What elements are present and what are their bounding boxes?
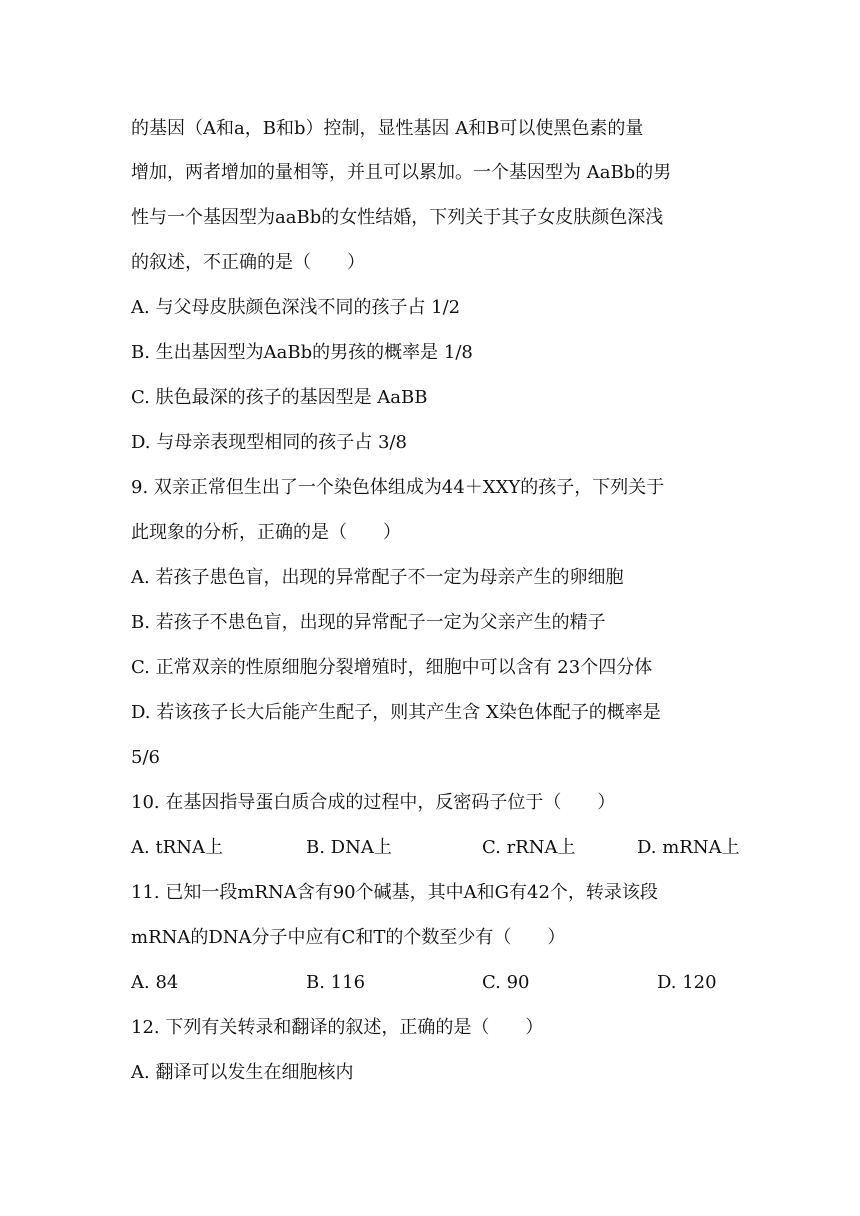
question-11-option-d: D. 120 — [657, 972, 717, 993]
question-10-stem: 10. 在基因指导蛋白质合成的过程中，反密码子位于（ ） — [131, 792, 616, 813]
question-8-option-d: D. 与母亲表现型相同的孩子占 3/8 — [131, 432, 407, 453]
question-8-stem-line-3: 性与一个基因型为aaBb的女性结婚，下列关于其子女皮肤颜色深浅 — [131, 207, 664, 228]
question-11-stem-line-2: mRNA的DNA分子中应有C和T的个数至少有（ ） — [131, 927, 566, 948]
question-8-option-c: C. 肤色最深的孩子的基因型是 AaBB — [131, 387, 428, 408]
question-11-option-c: C. 90 — [482, 972, 530, 993]
question-8-option-b: B. 生出基因型为AaBb的男孩的概率是 1/8 — [131, 342, 473, 363]
question-9-stem-line-2: 此现象的分析，正确的是（ ） — [131, 522, 401, 543]
question-8-stem-line-1: 的基因（A和a，B和b）控制，显性基因 A和B可以使黑色素的量 — [131, 118, 644, 139]
question-9-stem-line-1: 9. 双亲正常但生出了一个染色体组成为44＋XXY的孩子，下列关于 — [131, 477, 665, 498]
question-12-option-a: A. 翻译可以发生在细胞核内 — [131, 1062, 354, 1083]
question-9-option-c: C. 正常双亲的性原细胞分裂增殖时，细胞中可以含有 23个四分体 — [131, 657, 653, 678]
question-11-option-a: A. 84 — [131, 972, 179, 993]
question-9-option-d-continued: 5/6 — [131, 747, 160, 768]
question-11-option-b: B. 116 — [306, 972, 366, 993]
question-9-option-d: D. 若该孩子长大后能产生配子，则其产生含 X染色体配子的概率是 — [131, 702, 661, 723]
question-9-option-a: A. 若孩子患色盲，出现的异常配子不一定为母亲产生的卵细胞 — [131, 567, 624, 588]
question-11-stem-line-1: 11. 已知一段mRNA含有90个碱基，其中A和G有42个，转录该段 — [131, 882, 658, 903]
question-9-option-b: B. 若孩子不患色盲，出现的异常配子一定为父亲产生的精子 — [131, 612, 606, 633]
question-8-stem-line-2: 增加，两者增加的量相等，并且可以累加。一个基因型为 AaBb的男 — [131, 162, 672, 183]
question-8-option-a: A. 与父母皮肤颜色深浅不同的孩子占 1/2 — [131, 297, 461, 318]
question-10-option-c: C. rRNA上 — [482, 837, 576, 858]
question-10-option-d: D. mRNA上 — [637, 837, 740, 858]
question-8-stem-line-4: 的叙述，不正确的是（ ） — [131, 252, 365, 273]
question-10-option-a: A. tRNA上 — [131, 837, 223, 858]
question-10-option-b: B. DNA上 — [306, 837, 392, 858]
question-12-stem: 12. 下列有关转录和翻译的叙述，正确的是（ ） — [131, 1017, 544, 1038]
